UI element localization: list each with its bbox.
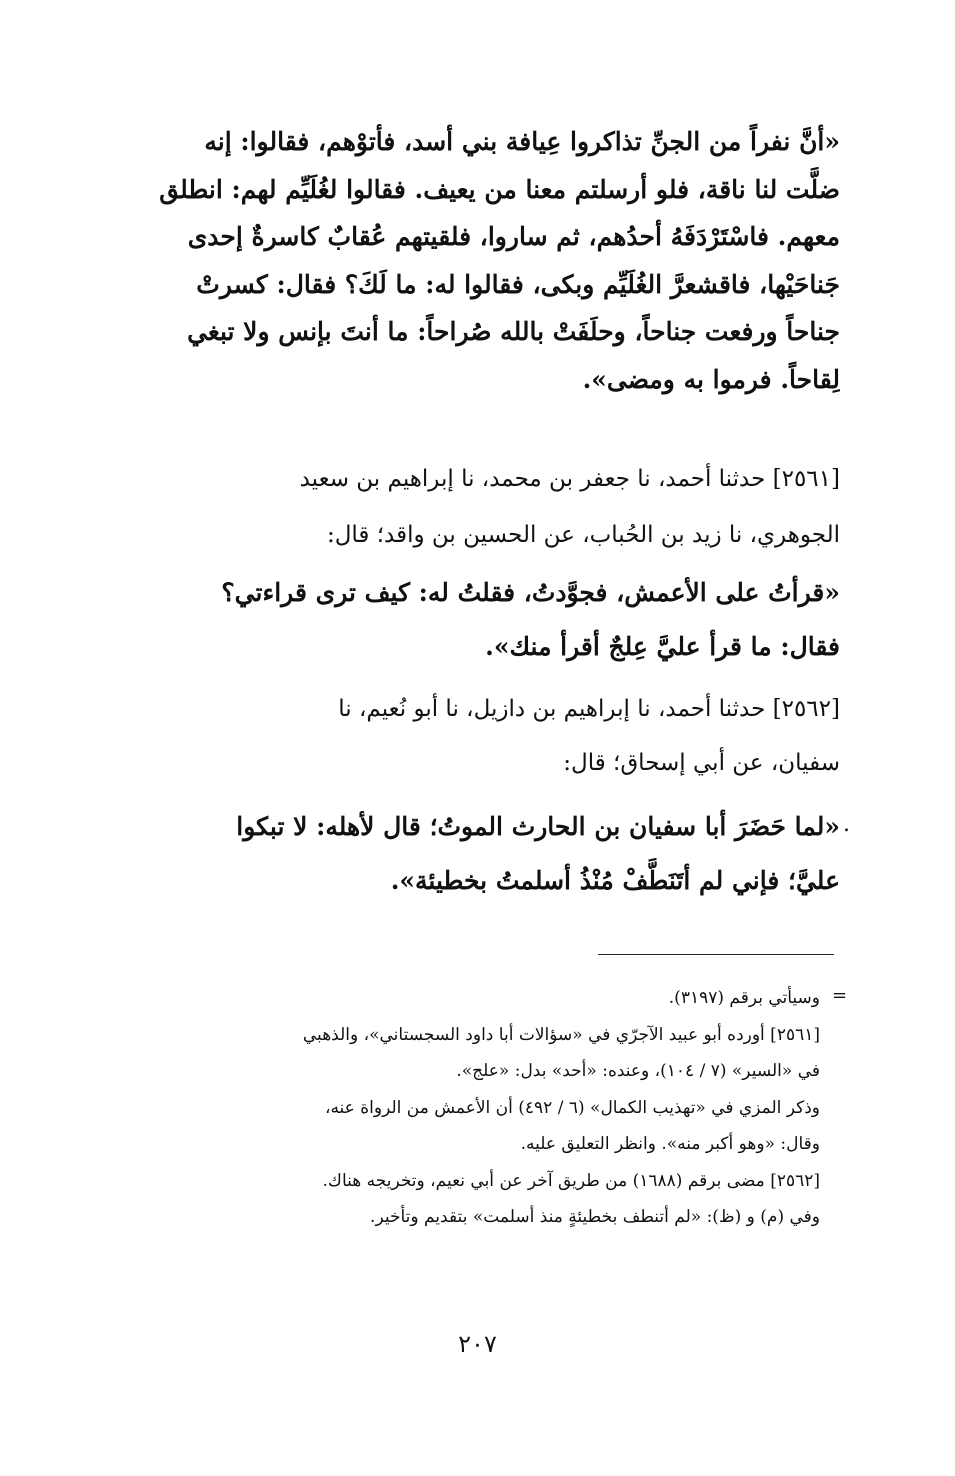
margin-dot: . [843, 812, 850, 837]
footnote-line: وقال: «وهو أكبر منه». وانظر التعليق عليه. [520, 1134, 820, 1154]
hadith-2561-matn [120, 566, 840, 674]
footnote-line: [٢٥٦٢] مضى برقم (١٦٨٨) من طريق آخر عن أبي نعيم، وتخريجه هناك. [322, 1170, 820, 1191]
text-line: [٢٥٦٢] حدثنا أحمد، نا إبراهيم بن دازيل، نا أبو نُعيم، نا [338, 696, 840, 722]
text-line: «قرأتُ على الأعمش، فجوَّدتُ، فقلتُ له: كيف ترى قراءتي؟ [221, 578, 840, 607]
text-line: سفيان، عن أبي إسحاق؛ قال: [563, 750, 840, 776]
footnote-line: وسيأتي برقم (٣١٩٧). [668, 988, 820, 1008]
footnote-separator [598, 954, 834, 955]
text-line: جَناحَيْها، فاقشعرَّ الغُلَيِّم وبكى، فقالوا له: ما لَكَ؟ فقال: كسرتْ [196, 269, 840, 299]
footnote-line: [٢٥٦١] أورده أبو عبيد الآجرّي في «سؤالات أبا داود السجستاني»، والذهبي [302, 1024, 820, 1045]
page-number: ٢٠٧ [458, 1330, 497, 1358]
paragraph-jinn-story [120, 118, 840, 403]
text-line: لِقاحاً. فرموا به ومضى». [582, 364, 840, 394]
text-line: الجوهري، نا زيد بن الحُباب، عن الحسين بن واقد؛ قال: [326, 522, 840, 548]
text-line: معهم. فاسْتَرْدَفَهُ أحدُهم، ثم ساروا، فلقيتهم عُقابٌ كاسرةٌ إحدى [187, 222, 840, 251]
footnote-continuation-mark: = [832, 985, 848, 1006]
footnotes [130, 980, 820, 1236]
footnote-line: وذكر المزي في «تهذيب الكمال» (٦ / ٤٩٢) أن الأعمش من الرواة عنه، [324, 1097, 820, 1118]
hadith-2562-isnad [120, 682, 840, 790]
hadith-2561-isnad [120, 451, 840, 563]
text-line: جناحاً ورفعت جناحاً، وحلَفَتْ بالله صُراحاً: ما أنتَ بإنس ولا تبغي [187, 317, 840, 346]
text-line: [٢٥٦١] حدثنا أحمد، نا جعفر بن محمد، نا إبراهيم بن سعيد [299, 466, 840, 492]
text-line: «لما حَضَرَ أبا سفيان بن الحارث الموتُ؛ قال لأهله: لا تبكوا [236, 812, 840, 841]
text-line: فقال: ما قرأ عليَّ عِلجٌ أقرأ منك». [485, 632, 840, 661]
hadith-2562-matn [120, 800, 840, 908]
text-line: «أنَّ نفراً من الجنِّ تذاكروا عِيافة بني أسد، فأتوْهم، فقالوا: إنه [204, 127, 840, 156]
text-line: عليَّ؛ فإني لم أتَنَطَّفْ مُنْذُ أسلمتُ بخطيئة». [390, 866, 840, 895]
footnote-line: وفي (م) و (ظ): «لم أتنطف بخطيئةٍ منذ أسلمت» بتقديم وتأخير. [370, 1207, 820, 1227]
text-line: ضلَّت لنا ناقة، فلو أرسلتم معنا من يعيف. فقالوا لغُلَيِّم لهم: انطلق [159, 174, 840, 204]
footnote-line: في «السير» (٧ / ١٠٤)، وعنده: «أحد» بدل: «علج». [456, 1061, 820, 1081]
